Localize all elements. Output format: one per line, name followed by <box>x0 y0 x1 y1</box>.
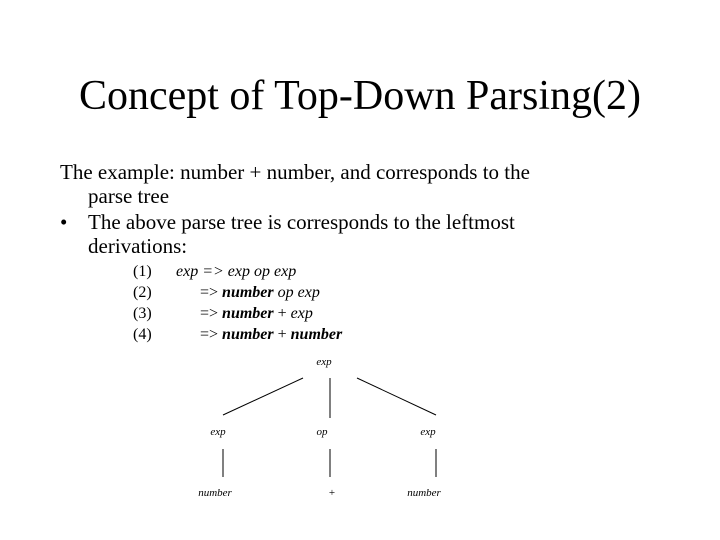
derivation-part: op exp <box>273 284 320 301</box>
derivation-part: exp => exp op exp <box>176 263 297 280</box>
tree-node-mid: op <box>316 426 328 438</box>
derivation-number: (1) <box>133 263 152 280</box>
derivation-number: (2) <box>133 284 152 301</box>
tree-edge <box>357 378 436 415</box>
derivation-part: number <box>290 326 343 343</box>
bullet-line-1: The above parse tree is corresponds to the leftmost <box>88 210 515 234</box>
derivation-number: (3) <box>133 305 152 322</box>
bullet-line-2: derivations: <box>88 234 188 258</box>
tree-node-right: exp <box>420 426 436 438</box>
tree-node-root: exp <box>316 356 332 368</box>
bullet-icon: • <box>60 210 68 234</box>
derivation-number: (4) <box>133 326 152 343</box>
tree-node-left: exp <box>210 426 226 438</box>
derivation-part: + <box>273 326 291 343</box>
slide-title: Concept of Top-Down Parsing(2) <box>78 73 642 119</box>
derivation-part: => <box>200 326 223 343</box>
derivation-part: => <box>200 305 223 322</box>
intro-line-1: The example: number + number, and corresponds to the <box>60 160 530 184</box>
tree-leaf-left: number <box>198 487 232 499</box>
derivation-part: number <box>222 305 274 322</box>
tree-edge <box>223 378 303 415</box>
intro-line-2: parse tree <box>88 184 170 208</box>
derivation-part: => <box>200 284 223 301</box>
derivation-part: number <box>222 326 274 343</box>
derivation-part: number <box>222 284 274 301</box>
tree-leaf-mid: + <box>328 487 336 499</box>
derivation-part: + <box>273 305 291 322</box>
derivation-part: exp <box>290 305 313 322</box>
tree-leaf-right: number <box>407 487 441 499</box>
